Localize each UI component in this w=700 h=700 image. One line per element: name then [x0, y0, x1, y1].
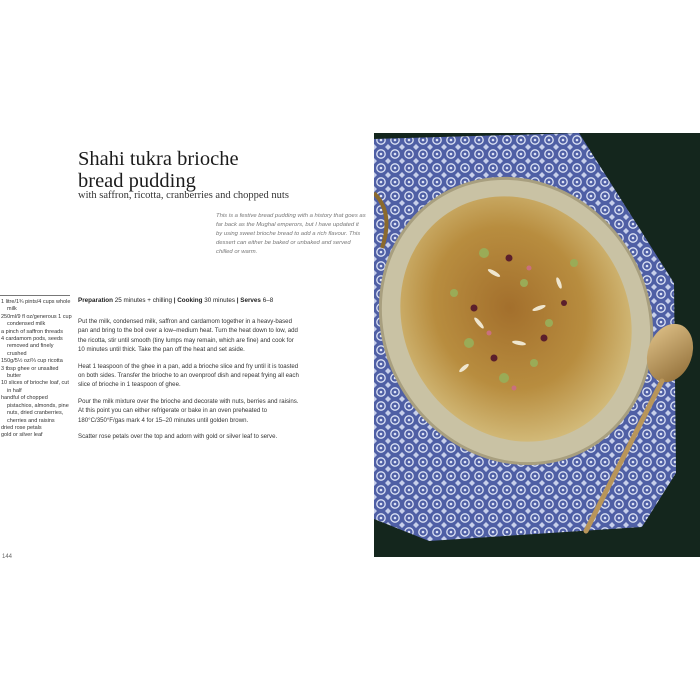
method-step: Pour the milk mixture over the brioche and decorate with nuts, berries and raisins. At this point you can either refrigerate or bake in an oven preheated to 180°C/350°F/gas mark 4 for 15–20 minutes until golden brown. [78, 398, 299, 424]
prep-label: Preparation [78, 297, 113, 304]
method-steps [78, 317, 300, 449]
method-step: Heat 1 teaspoon of the ghee in a pan, add a brioche slice and fry until it is toasted on both sides. Transfer the brioche to an ovenproof dish and repeat frying all each slice of brioche in 1 teaspoon of ghee. [78, 362, 299, 389]
ingredient-item: 250ml/9 fl oz/generous 1 cup condensed milk [1, 313, 72, 328]
recipe-intro: This is a festive bread pudding with a history that goes as far back as the Mughal emperors, but I have updated it by using sweet brioche bread to add a rich flavour. This dessert can either be baked or unbaked and served chilled or warm. [216, 213, 366, 255]
ingredient-item: handful of chopped pistachios, almonds, pine nuts, dried cranberries, cherries and raisins [1, 395, 69, 424]
ingredient-item: gold or silver leaf [1, 432, 43, 439]
ingredient-item: 150g/5½ oz/⅔ cup ricotta [1, 358, 63, 365]
ingredient-item: 1 litre/1¾ pints/4 cups whole milk [1, 299, 71, 313]
recipe-meta [78, 297, 373, 304]
recipe-title [78, 148, 358, 192]
title-line-1: Shahi tukra brioche [78, 148, 239, 170]
serves-label: Serves [240, 297, 261, 304]
method-step: Put the milk, condensed milk, saffron and cardamom together in a heavy-based pan and bring to the boil over a low–medium heat. Turn the heat down to low, add the ricotta, stir until smooth (tiny lumps may remain, which are fine) and cook for 10 minutes until thick. Take the pan off the heat and set aside. [78, 318, 298, 353]
page-number: 144 [2, 554, 13, 560]
ingredient-item: 4 cardamom pods, seeds removed and finely crushed [1, 336, 63, 357]
ingredients-list [1, 299, 73, 440]
ingredients-divider [0, 295, 70, 296]
ingredient-item: 3 tbsp ghee or unsalted butter [1, 365, 59, 380]
ingredient-item: dried rose petals [1, 424, 42, 431]
cook-label: Cooking [177, 297, 203, 304]
serves-value: 6–8 [262, 297, 274, 304]
prep-value: 25 minutes + chilling [114, 297, 172, 304]
method-step: Scatter rose petals over the top and adorn with gold or silver leaf to serve. [78, 433, 278, 441]
recipe-photo [374, 133, 700, 557]
ingredient-item: 10 slices of brioche loaf, cut in half [1, 380, 69, 394]
title-line-2: bread pudding [78, 170, 196, 192]
recipe-subtitle: with saffron, ricotta, cranberries and chopped nuts [78, 190, 289, 201]
meta-separator: | [173, 297, 176, 304]
cook-value: 30 minutes [204, 297, 235, 304]
meta-separator: | [236, 297, 239, 304]
ingredient-item: a pinch of saffron threads [1, 328, 63, 335]
